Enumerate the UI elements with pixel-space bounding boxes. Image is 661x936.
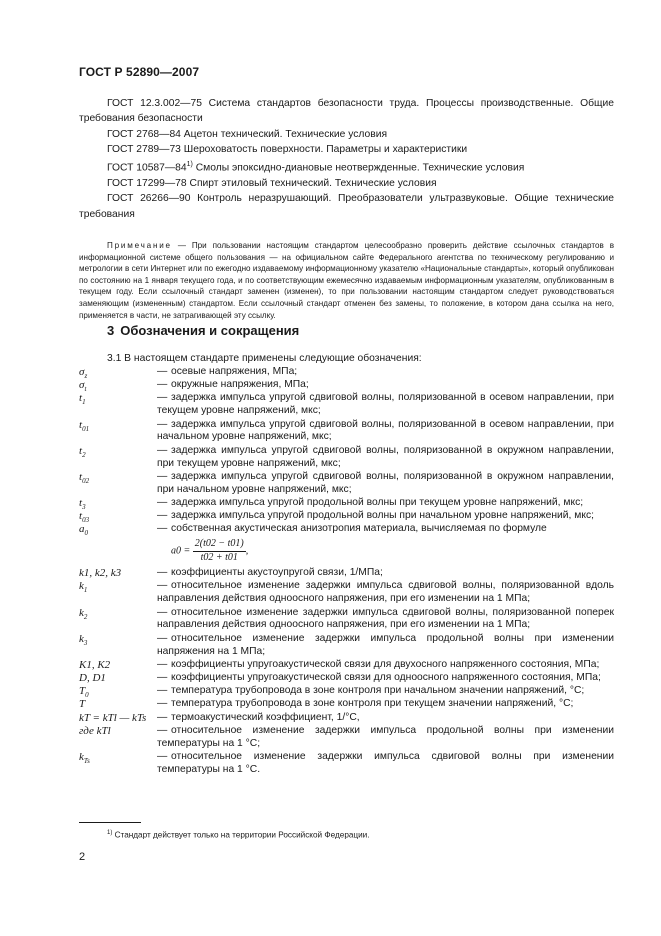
definition-text: задержка импульса упругой сдвиговой волны, поляризованной в окружном направлении, при начальном уровне напряжений, мкс; <box>157 470 614 495</box>
section-title: Обозначения и сокращения <box>120 323 300 338</box>
formula-denominator: t02 + t01 <box>200 552 238 564</box>
formula-lhs: a0 = <box>171 545 191 557</box>
reference-title: Ацетон технический. Технические условия <box>183 128 388 140</box>
definition-symbol: $k_{Ts}$ <box>79 750 90 766</box>
section-heading <box>107 323 299 338</box>
definition-row: $t_1$ — задержка импульса упругой сдвиговой волны, поляризованной в осевом направлении, при текущем уровне напряжений, мкс; <box>79 392 614 417</box>
definition-symbol: $t_{01}$ <box>79 418 90 433</box>
definition-symbol: $t_{03}$ <box>79 510 90 525</box>
definition-text: задержка импульса упругой сдвиговой волны, поляризованной в осевом направлении, при текущем уровне напряжений, мкс; <box>157 392 614 417</box>
reference-title: Система стандартов безопасности труда. Процессы производственные. Общие требования безопасности <box>79 98 614 125</box>
formula-fraction <box>193 538 246 565</box>
reference-item <box>79 127 614 142</box>
definition-symbol: $t_{02}$ <box>79 470 90 485</box>
definition-row: kT = kTl — kTs — термоакустический коэффициент, 1/°С, <box>79 711 360 724</box>
definition-text: окружные напряжения, МПа; <box>171 379 309 391</box>
definition-row: $k_{Ts}$ — относительное изменение задержки импульса сдвиговой волны при изменении температуры на 1 °С. <box>79 750 614 775</box>
reference-item <box>79 96 614 127</box>
reference-item <box>79 191 614 222</box>
footnote-divider <box>79 822 141 823</box>
definition-text: задержка импульса упругой продольной волны при начальном уровне напряжений, мкс; <box>171 510 594 522</box>
footnote-text: Стандарт действует только на территории Российской Федерации. <box>114 830 370 840</box>
reference-title: Контроль неразрушающий. Преобразователи ультразвуковые. Общие технические требования <box>79 193 614 220</box>
reference-title: Смолы эпоксидно-диановые неотвержденные. Технические условия <box>195 162 525 174</box>
page-number: 2 <box>79 851 86 863</box>
formula-numerator: 2(t02 − t01) <box>193 538 246 552</box>
definition-row: $t_2$ — задержка импульса упругой сдвиговой волны, поляризованной в окружном направлении, при текущем уровне напряжений, мкс; <box>79 444 614 469</box>
reference-title: Спирт этиловый технический. Технические условия <box>189 177 437 189</box>
definition-text: относительное изменение задержки импульса продольной волны при изменении напряжения на 1 МПа; <box>157 632 614 657</box>
definition-symbol: k1, k2, k3 <box>79 567 122 580</box>
definition-text: коэффициенты акустоупругой связи, 1/МПа; <box>171 567 383 579</box>
definition-text: температура трубопровода в зоне контроля при начальном значении напряжений, °С; <box>171 685 585 697</box>
definition-row: $a_0$ — собственная акустическая анизотропия материала, вычисляемая по формуле a0 = $\frac{2(t02 - t01)}{t02 + t01}$ , <box>79 523 614 567</box>
definition-text: собственная акустическая анизотропия материала, вычисляемая по формуле <box>171 523 547 535</box>
definition-row: k1, k2, k3 — коэффициенты акустоупругой связи, 1/МПа; <box>79 567 383 580</box>
definitions-list <box>79 366 614 777</box>
definition-row: $t_{01}$ — задержка импульса упругой сдвиговой волны, поляризованной в осевом направлении, при начальном уровне напряжений, мкс; <box>79 418 614 443</box>
definition-symbol: где kTl <box>79 724 111 737</box>
definition-text: коэффициенты упругоакустической связи для двухосного напряженного состояния, МПа; <box>171 658 600 670</box>
note-label: Примечание <box>107 241 172 250</box>
definition-text: относительное изменение задержки импульса сдвиговой волны, поляризованной поперек направления действия одноосного напряжения, при его изменении на 1 МПа; <box>157 606 614 631</box>
definition-row: $k_2$ — относительное изменение задержки импульса сдвиговой волны, поляризованной поперек направления действия одноосного напряжения, при его изменении на 1 МПа; <box>79 606 614 631</box>
definition-symbol: $t_2$ <box>79 444 86 459</box>
definition-row: D, D1 — коэффициенты упругоакустической связи для одноосного напряженного состояния, МПа; <box>79 672 601 684</box>
reference-code: ГОСТ 10587—84 <box>107 162 187 174</box>
definition-symbol: K1, K2 <box>79 658 111 671</box>
definition-symbol: $k_2$ <box>79 606 88 621</box>
definition-symbol: $t_1$ <box>79 392 86 407</box>
definition-text: задержка импульса упругой сдвиговой волны, поляризованной в осевом направлении, при начальном уровне напряжений, мкс; <box>157 418 614 443</box>
reference-code: ГОСТ 2789—73 <box>107 143 181 155</box>
definition-text: задержка импульса упругой сдвиговой волны, поляризованной в окружном направлении, при текущем уровне напряжений, мкс; <box>157 444 614 469</box>
definition-row: $t_{02}$ — задержка импульса упругой сдвиговой волны, поляризованной в окружном направлении, при начальном уровне напряжений, мкс; <box>79 470 614 495</box>
definition-text: относительное изменение задержки импульса продольной волны при изменении температуры на 1 °С; <box>157 724 614 749</box>
definition-row: $t_3$ — задержка импульса упругой продольной волны при текущем уровне напряжений, мкс; <box>79 497 614 510</box>
definition-text: относительное изменение задержки импульса сдвиговой волны при изменении температуры на 1 °С. <box>157 750 614 775</box>
definition-symbol: kT = kTl — kTs <box>79 711 147 724</box>
definition-row: $k_3$ — относительное изменение задержки импульса продольной волны при изменении напряжения на 1 МПа; <box>79 632 614 657</box>
definition-text: температура трубопровода в зоне контроля при текущем значении напряжений, °С; <box>171 698 574 710</box>
reference-title: Шероховатость поверхности. Параметры и характеристики <box>183 143 468 155</box>
note-text: — При пользовании настоящим стандартом целесообразно проверить действие ссылочных стандартов в информационной системе общего пользования — на официальном сайте Федерального агентства по техническому регулированию и метрологии в сети Интернет или по ежегодно издаваемому информационному указателю «Национальные стандарты», который опубликован по состоянию на 1 января текущего года, и по соответствующим ежемесячно издаваемым информационным указателям, опубликованным в текущем году. Если ссылочный стандарт заменен (изменен), то при пользовании настоящим стандартом следует руководствоваться заменяющим (измененным) стандартом. Если ссылочный стандарт отменен без замены, то положение, в котором дана ссылка на него, применяется в части, не затрагивающей эту ссылку. <box>79 241 614 320</box>
normative-references <box>79 96 614 222</box>
reference-code: ГОСТ 26266—90 <box>107 193 191 205</box>
definition-row: $t_{03}$ — задержка импульса упругой продольной волны при начальном уровне напряжений, мкс; <box>79 510 614 523</box>
definition-symbol: $a_0$ <box>79 523 88 538</box>
footnote <box>107 830 370 840</box>
definition-row: $k_1$ — относительное изменение задержки импульса сдвиговой волны, поляризованной вдоль направления действия одноосного напряжения, при его изменении на 1 МПа; <box>79 580 614 605</box>
anisotropy-formula <box>171 536 614 567</box>
note-block <box>79 240 614 321</box>
definition-symbol: $k_3$ <box>79 632 88 647</box>
definition-text: осевые напряжения, МПа; <box>171 366 298 377</box>
definition-row: T — температура трубопровода в зоне контроля при текущем значении напряжений, °С; <box>79 698 574 711</box>
definition-row: $T_0$ — температура трубопровода в зоне контроля при начальном значении напряжений, °С; <box>79 685 614 698</box>
definition-text: задержка импульса упругой продольной волны при текущем уровне напряжений, мкс; <box>171 496 584 508</box>
definition-symbol: $t_3$ <box>79 496 86 512</box>
reference-item <box>79 142 614 157</box>
definition-text: термоакустический коэффициент, 1/°С, <box>171 711 360 723</box>
definition-symbol: $T_0$ <box>79 685 89 700</box>
definition-symbol: $\sigma_z$ <box>79 366 88 381</box>
definition-symbol: T <box>79 698 86 711</box>
reference-code: ГОСТ 2768—84 <box>107 128 181 140</box>
section-number: 3 <box>107 323 115 338</box>
definition-text: относительное изменение задержки импульса сдвиговой волны, поляризованной вдоль направления действия одноосного напряжения, при его изменении на 1 МПа; <box>157 580 614 605</box>
footnote-marker: 1) <box>107 830 113 836</box>
definition-symbol: $\sigma_t$ <box>79 379 87 394</box>
footnote-marker: 1) <box>186 161 193 169</box>
reference-item <box>79 176 614 191</box>
definition-row: K1, K2 — коэффициенты упругоакустической связи для двухосного напряженного состояния, МПа; <box>79 658 600 671</box>
reference-code: ГОСТ 17299—78 <box>107 177 187 189</box>
reference-item <box>79 157 614 176</box>
section-intro: 3.1 В настоящем стандарте применены следующие обозначения: <box>107 353 422 364</box>
definition-symbol: D, D1 <box>79 672 106 684</box>
definition-symbol: $k_1$ <box>79 580 88 595</box>
definition-row: $\sigma_t$ — окружные напряжения, МПа; <box>79 379 614 392</box>
formula-tail: , <box>245 545 249 557</box>
definition-row: где kTl — относительное изменение задержки импульса продольной волны при изменении температуры на 1 °С; <box>79 724 614 749</box>
document-header: ГОСТ Р 52890—2007 <box>79 65 200 79</box>
reference-code: ГОСТ 12.3.002—75 <box>107 98 202 109</box>
definition-text: коэффициенты упругоакустической связи для одноосного напряженного состояния, МПа; <box>171 672 601 683</box>
definition-row: $\sigma_z$ — осевые напряжения, МПа; <box>79 366 614 379</box>
